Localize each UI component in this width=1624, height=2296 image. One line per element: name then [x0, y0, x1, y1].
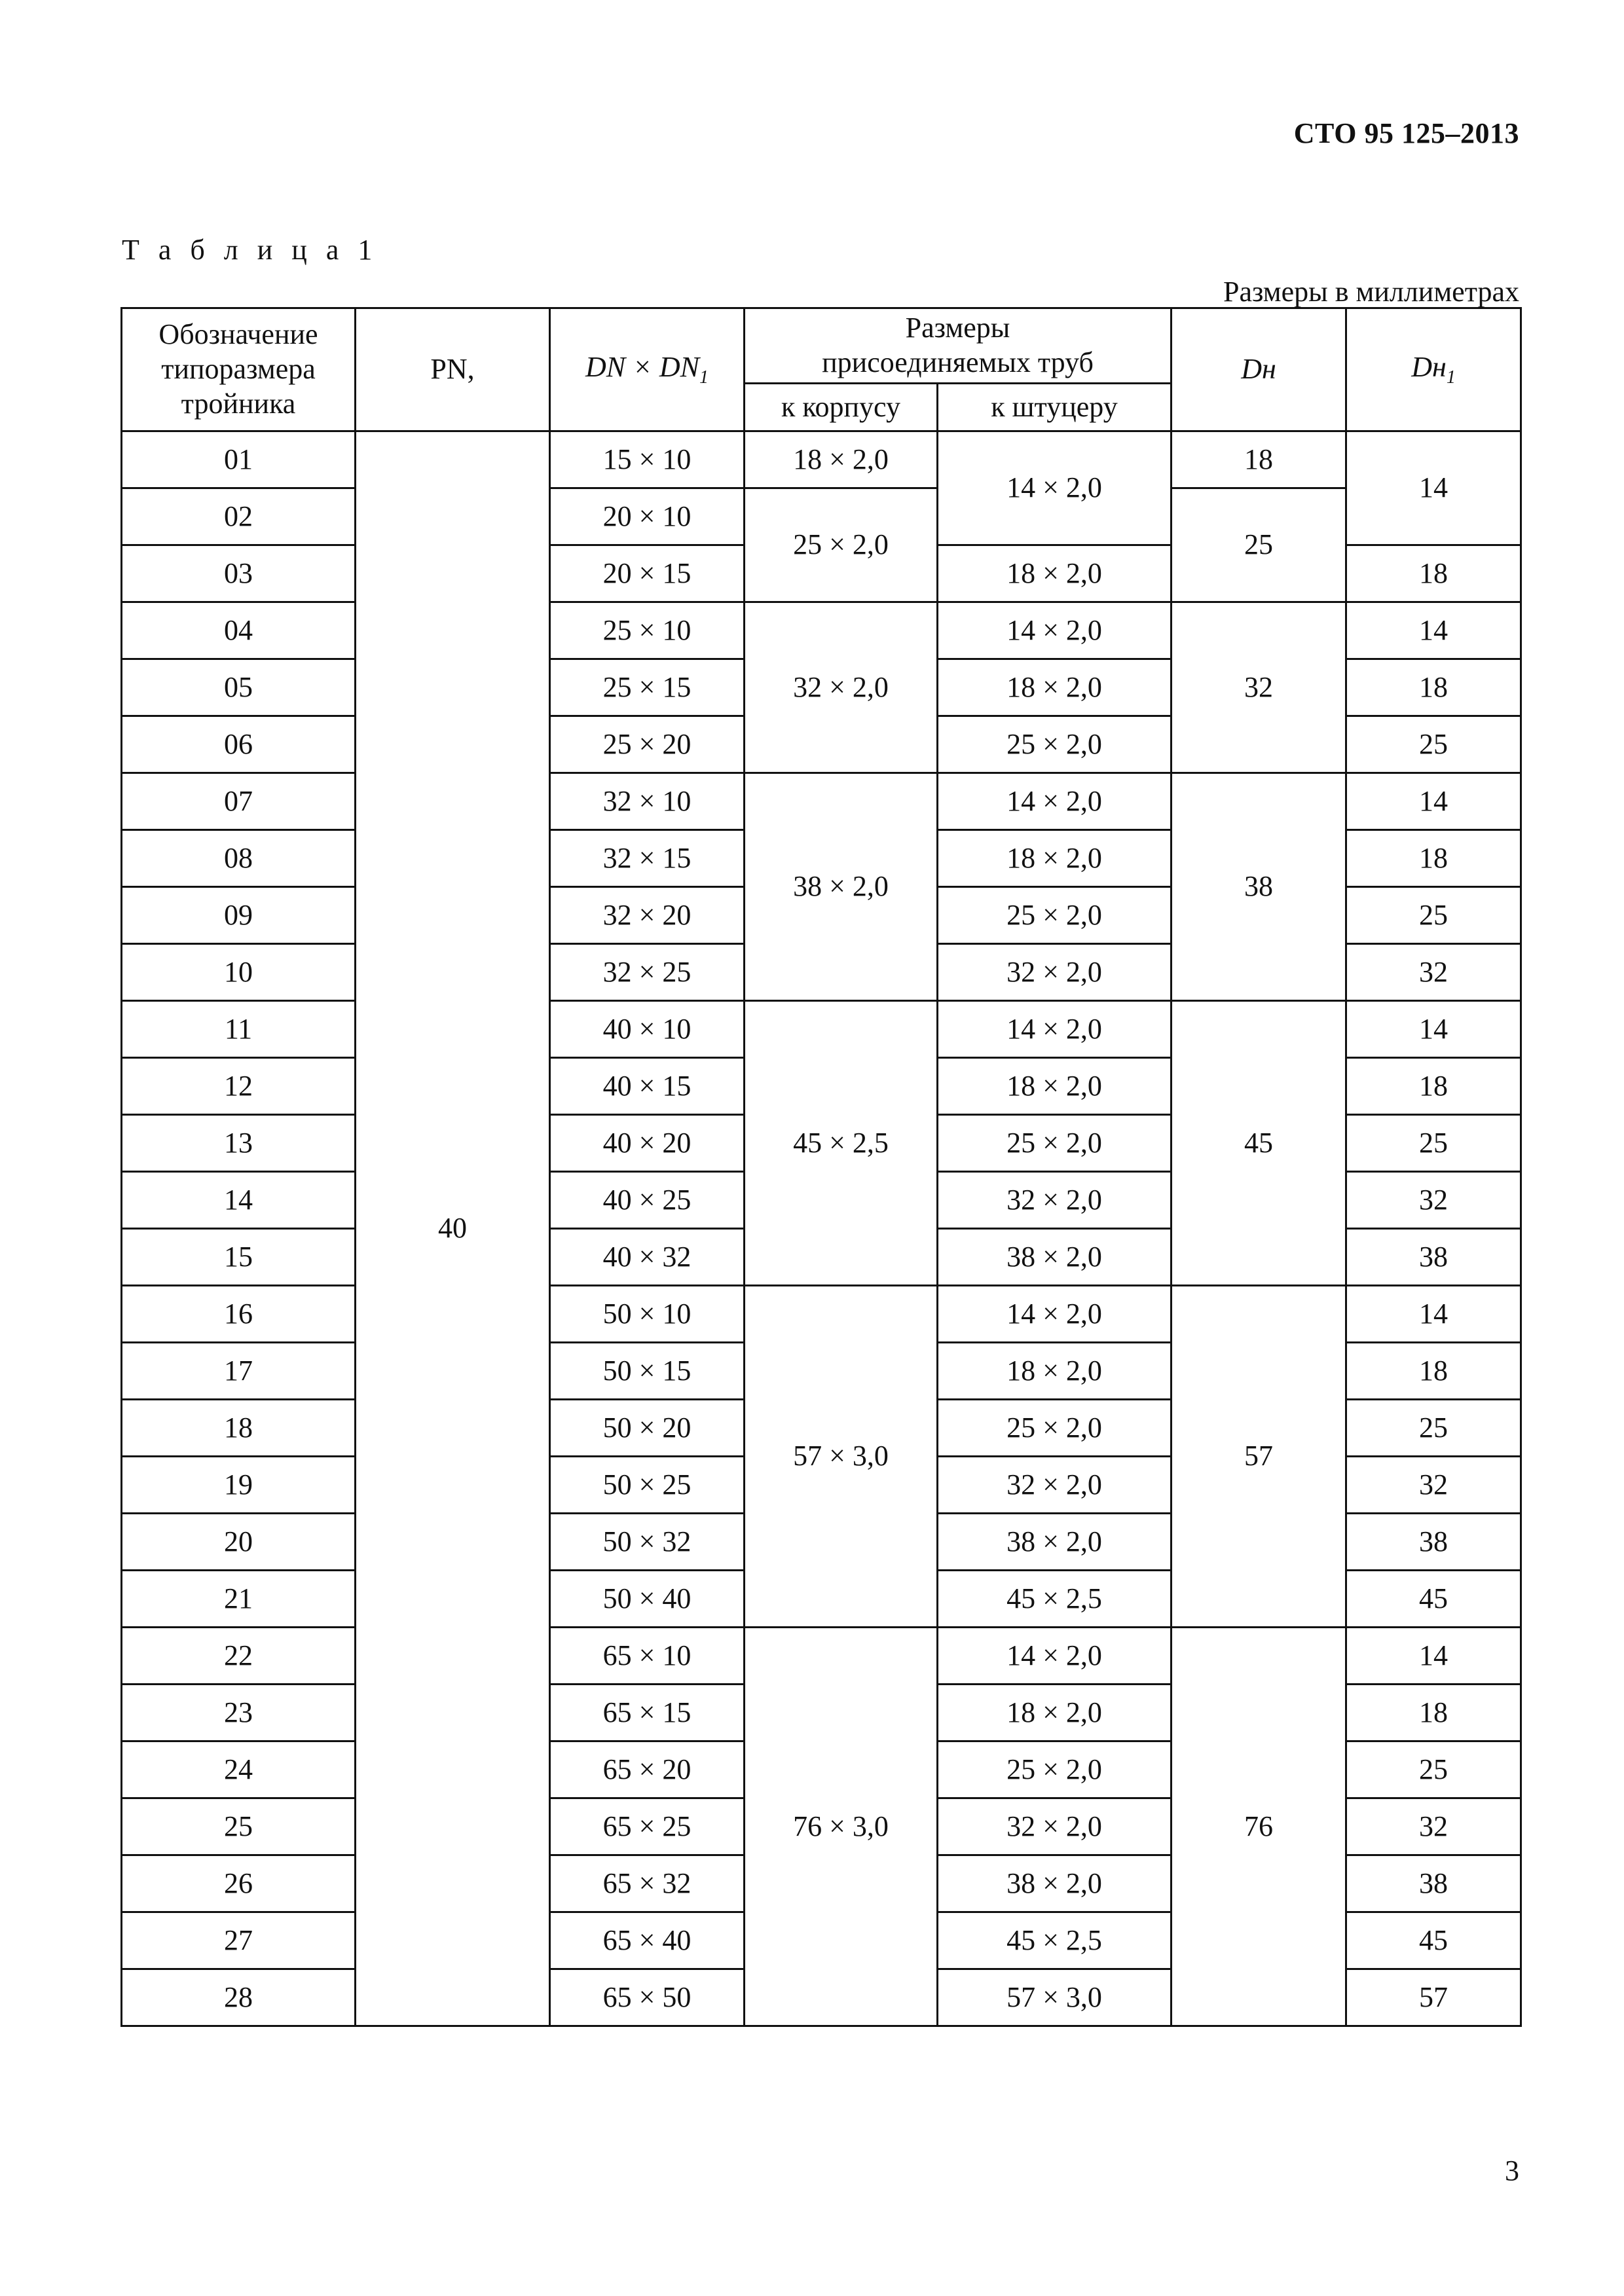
cell-body: 32 × 2,0 — [745, 602, 938, 773]
cell-dh1: 14 — [1346, 773, 1521, 830]
table-caption: Т а б л и ц а 1 — [122, 234, 378, 266]
cell-branch: 38 × 2,0 — [938, 1855, 1172, 1912]
cell-body: 38 × 2,0 — [745, 773, 938, 1001]
cell-dn: 40 × 20 — [550, 1115, 745, 1172]
cell-dn: 32 × 10 — [550, 773, 745, 830]
cell-code: 17 — [122, 1343, 356, 1400]
cell-branch: 14 × 2,0 — [938, 1628, 1172, 1685]
cell-branch: 25 × 2,0 — [938, 1115, 1172, 1172]
header-dh-label: Dн — [1241, 353, 1276, 386]
cell-dn: 25 × 15 — [550, 659, 745, 716]
cell-branch: 18 × 2,0 — [938, 830, 1172, 887]
cell-dn: 50 × 20 — [550, 1400, 745, 1457]
header-pipe-sizes-line: Размеры — [905, 312, 1010, 344]
cell-code: 23 — [122, 1685, 356, 1741]
cell-branch: 14 × 2,0 — [938, 773, 1172, 830]
cell-dh1: 38 — [1346, 1855, 1521, 1912]
cell-branch: 18 × 2,0 — [938, 545, 1172, 602]
cell-dh1: 14 — [1346, 431, 1521, 545]
document-code: СТО 95 125–2013 — [1293, 117, 1519, 149]
cell-dn: 65 × 10 — [550, 1628, 745, 1685]
cell-dh1: 32 — [1346, 944, 1521, 1001]
cell-branch: 25 × 2,0 — [938, 1741, 1172, 1798]
cell-code: 11 — [122, 1001, 356, 1058]
cell-dn: 15 × 10 — [550, 431, 745, 488]
header-dh1 — [1346, 308, 1521, 431]
cell-branch: 14 × 2,0 — [938, 431, 1172, 545]
header-pn-label: PN, — [430, 353, 475, 386]
cell-body: 76 × 3,0 — [745, 1628, 938, 2026]
cell-dn: 50 × 15 — [550, 1343, 745, 1400]
cell-branch: 18 × 2,0 — [938, 659, 1172, 716]
cell-branch: 14 × 2,0 — [938, 1001, 1172, 1058]
cell-code: 03 — [122, 545, 356, 602]
cell-branch: 18 × 2,0 — [938, 1343, 1172, 1400]
cell-dh1: 57 — [1346, 1969, 1521, 2026]
cell-dn: 65 × 25 — [550, 1798, 745, 1855]
cell-dn: 20 × 15 — [550, 545, 745, 602]
cell-dn: 65 × 50 — [550, 1969, 745, 2026]
cell-dh1: 25 — [1346, 887, 1521, 944]
cell-dn: 65 × 20 — [550, 1741, 745, 1798]
cell-code: 27 — [122, 1912, 356, 1969]
cell-dh1: 25 — [1346, 1741, 1521, 1798]
cell-code: 14 — [122, 1172, 356, 1229]
cell-code: 21 — [122, 1571, 356, 1628]
cell-dn: 32 × 20 — [550, 887, 745, 944]
tee-dimensions-table — [120, 307, 1522, 2027]
cell-dn: 40 × 25 — [550, 1172, 745, 1229]
cell-dh1: 45 — [1346, 1912, 1521, 1969]
cell-code: 02 — [122, 488, 356, 545]
table-row — [122, 773, 1521, 830]
table-row — [122, 431, 1521, 488]
table-row — [122, 488, 1521, 545]
cell-dh1: 14 — [1346, 1286, 1521, 1343]
cell-dh1: 32 — [1346, 1172, 1521, 1229]
cell-branch: 14 × 2,0 — [938, 602, 1172, 659]
cell-body: 25 × 2,0 — [745, 488, 938, 602]
cell-code: 06 — [122, 716, 356, 773]
cell-dn: 25 × 10 — [550, 602, 745, 659]
table-row — [122, 1001, 1521, 1058]
cell-body: 45 × 2,5 — [745, 1001, 938, 1286]
table-row — [122, 602, 1521, 659]
header-dn-label: DN × DN — [585, 351, 699, 384]
cell-branch: 38 × 2,0 — [938, 1229, 1172, 1286]
cell-dh1: 18 — [1346, 1685, 1521, 1741]
cell-code: 20 — [122, 1514, 356, 1571]
cell-dn: 65 × 15 — [550, 1685, 745, 1741]
cell-dn: 25 × 20 — [550, 716, 745, 773]
cell-dn: 32 × 25 — [550, 944, 745, 1001]
cell-dh: 45 — [1172, 1001, 1346, 1286]
cell-code: 22 — [122, 1628, 356, 1685]
header-dn-subscript: 1 — [699, 367, 709, 388]
cell-dh: 76 — [1172, 1628, 1346, 2026]
cell-dh: 38 — [1172, 773, 1346, 1001]
cell-dh1: 25 — [1346, 1400, 1521, 1457]
cell-dh1: 14 — [1346, 1001, 1521, 1058]
header-to-body: к корпусу — [745, 384, 938, 431]
cell-dh1: 32 — [1346, 1457, 1521, 1514]
cell-pn: 40 — [356, 431, 550, 2026]
cell-dh1: 18 — [1346, 1343, 1521, 1400]
cell-dn: 50 × 32 — [550, 1514, 745, 1571]
cell-branch: 32 × 2,0 — [938, 944, 1172, 1001]
cell-code: 16 — [122, 1286, 356, 1343]
header-dh1-subscript: 1 — [1446, 367, 1456, 388]
cell-dh1: 32 — [1346, 1798, 1521, 1855]
table-header — [122, 308, 1521, 431]
cell-branch: 18 × 2,0 — [938, 1058, 1172, 1115]
cell-code: 12 — [122, 1058, 356, 1115]
cell-code: 18 — [122, 1400, 356, 1457]
cell-code: 19 — [122, 1457, 356, 1514]
cell-dn: 32 × 15 — [550, 830, 745, 887]
cell-code: 05 — [122, 659, 356, 716]
cell-body: 57 × 3,0 — [745, 1286, 938, 1628]
units-note: Размеры в миллиметрах — [1223, 276, 1519, 308]
cell-dh1: 18 — [1346, 1058, 1521, 1115]
cell-branch: 45 × 2,5 — [938, 1571, 1172, 1628]
cell-dn: 50 × 40 — [550, 1571, 745, 1628]
header-designation-line: типоразмера — [161, 353, 316, 386]
cell-code: 25 — [122, 1798, 356, 1855]
header-dn — [550, 308, 745, 431]
cell-code: 13 — [122, 1115, 356, 1172]
cell-dh1: 18 — [1346, 545, 1521, 602]
header-designation-line: тройника — [181, 387, 296, 420]
table-body — [122, 431, 1521, 2026]
header-dh — [1172, 308, 1346, 431]
cell-dn: 40 × 15 — [550, 1058, 745, 1115]
cell-dh: 57 — [1172, 1286, 1346, 1628]
cell-branch: 25 × 2,0 — [938, 887, 1172, 944]
cell-branch: 32 × 2,0 — [938, 1172, 1172, 1229]
cell-dh1: 25 — [1346, 716, 1521, 773]
cell-dh1: 18 — [1346, 659, 1521, 716]
cell-branch: 25 × 2,0 — [938, 716, 1172, 773]
cell-dn: 20 × 10 — [550, 488, 745, 545]
cell-dh: 32 — [1172, 602, 1346, 773]
cell-dh: 25 — [1172, 488, 1346, 602]
cell-code: 04 — [122, 602, 356, 659]
cell-dn: 40 × 32 — [550, 1229, 745, 1286]
cell-code: 26 — [122, 1855, 356, 1912]
cell-dn: 50 × 10 — [550, 1286, 745, 1343]
cell-code: 24 — [122, 1741, 356, 1798]
cell-dh1: 25 — [1346, 1115, 1521, 1172]
cell-dh1: 18 — [1346, 830, 1521, 887]
cell-code: 07 — [122, 773, 356, 830]
header-pipe-sizes — [745, 308, 1172, 384]
cell-dh: 18 — [1172, 431, 1346, 488]
cell-dh1: 38 — [1346, 1229, 1521, 1286]
cell-branch: 18 × 2,0 — [938, 1685, 1172, 1741]
cell-dh1: 14 — [1346, 602, 1521, 659]
table-row — [122, 1628, 1521, 1685]
cell-code: 09 — [122, 887, 356, 944]
cell-branch: 38 × 2,0 — [938, 1514, 1172, 1571]
cell-branch: 25 × 2,0 — [938, 1400, 1172, 1457]
cell-dn: 65 × 32 — [550, 1855, 745, 1912]
header-dh1-label: Dн — [1411, 351, 1447, 384]
cell-dh1: 45 — [1346, 1571, 1521, 1628]
header-designation-line: Обозначение — [158, 318, 318, 351]
cell-dh1: 38 — [1346, 1514, 1521, 1571]
cell-dn: 40 × 10 — [550, 1001, 745, 1058]
cell-dn: 50 × 25 — [550, 1457, 745, 1514]
cell-branch: 57 × 3,0 — [938, 1969, 1172, 2026]
cell-code: 08 — [122, 830, 356, 887]
header-designation — [122, 308, 356, 431]
cell-dh1: 14 — [1346, 1628, 1521, 1685]
cell-code: 10 — [122, 944, 356, 1001]
page-number: 3 — [1505, 2155, 1519, 2187]
header-to-branch: к штуцеру — [938, 384, 1172, 431]
cell-code: 28 — [122, 1969, 356, 2026]
cell-branch: 14 × 2,0 — [938, 1286, 1172, 1343]
cell-branch: 45 × 2,5 — [938, 1912, 1172, 1969]
cell-code: 01 — [122, 431, 356, 488]
header-pipe-sizes-line: присоединяемых труб — [822, 346, 1094, 378]
cell-branch: 32 × 2,0 — [938, 1798, 1172, 1855]
cell-branch: 32 × 2,0 — [938, 1457, 1172, 1514]
cell-dn: 65 × 40 — [550, 1912, 745, 1969]
cell-body: 18 × 2,0 — [745, 431, 938, 488]
header-pn — [356, 308, 550, 431]
cell-code: 15 — [122, 1229, 356, 1286]
table-row — [122, 1286, 1521, 1343]
